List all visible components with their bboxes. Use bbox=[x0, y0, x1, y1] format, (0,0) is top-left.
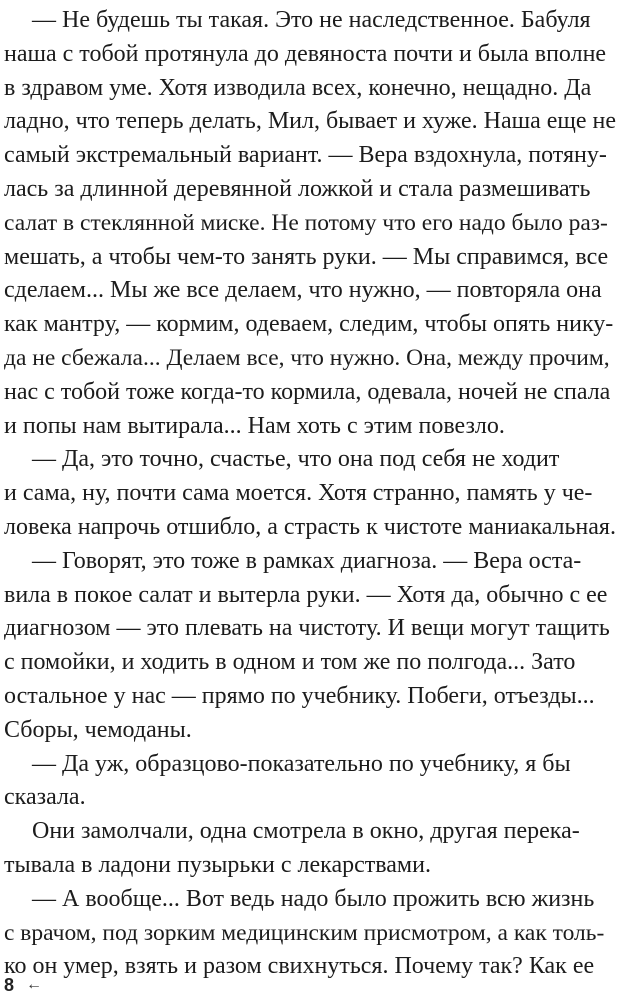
text-line: самый экстремальный вариант. — Вера вздохнула, потяну- bbox=[4, 142, 607, 169]
text-line: нас с тобой тоже когда-то кормила, одевала, ночей не спала bbox=[4, 378, 611, 405]
text-line: ладно, что теперь делать, Мил, бывает и хуже. Наша еще не bbox=[4, 108, 616, 135]
page-number: 8 bbox=[4, 974, 15, 995]
text-line: и сама, ну, почти сама моется. Хотя странно, память у че- bbox=[4, 480, 593, 507]
text-line: мешать, а чтобы чем-то занять руки. — Мы справимся, все bbox=[4, 243, 609, 270]
text-line: наша с тобой протянула до девяноста почти и была вполне bbox=[4, 40, 607, 67]
text-line: тывала в ладони пузырьки с лекарствами. bbox=[4, 851, 431, 878]
text-line: с врачом, под зорким медицинским присмотром, а как толь- bbox=[4, 919, 605, 946]
text-line: сказала. bbox=[4, 784, 86, 811]
text-line: салат в стеклянной миске. Не потому что его надо было раз- bbox=[4, 209, 608, 236]
text-line: ловека напрочь отшибло, а страсть к чистоте маниакальная. bbox=[4, 513, 616, 540]
text-line: — Не будешь ты такая. Это не наследственное. Бабуля bbox=[32, 7, 591, 33]
text-line: диагнозом — это плевать на чистоту. И вещи могут тащить bbox=[4, 615, 610, 642]
text-line: — Говорят, это тоже в рамках диагноза. — Вера оста- bbox=[32, 547, 582, 574]
text-line: ко он умер, взять и разом свихнуться. Почему так? Как ее bbox=[4, 953, 595, 980]
text-line: — Да, это точно, счастье, что она под себя не ходит bbox=[32, 446, 560, 473]
text-line: вила в покое салат и вытерла руки. — Хотя да, обычно с ее bbox=[4, 581, 608, 608]
text-line: сделаем... Мы же все делаем, что нужно, — повторяла она bbox=[4, 277, 602, 304]
back-arrow-icon[interactable]: ← bbox=[26, 976, 43, 993]
text-line: с помойки, и ходить в одном и том же по полгода... Зато bbox=[4, 649, 576, 676]
text-line: остальное у нас — прямо по учебнику. Побеги, отъезды... bbox=[4, 682, 595, 709]
text-line: — А вообще... Вот ведь надо было прожить всю жизнь bbox=[32, 885, 595, 912]
page-body-text bbox=[4, 4, 616, 984]
text-line: в здравом уме. Хотя изводила всех, конечно, нещадно. Да bbox=[4, 74, 592, 101]
text-line: как мантру, — кормим, одеваем, следим, чтобы опять нику- bbox=[4, 311, 614, 338]
page-footer bbox=[4, 972, 42, 998]
text-line: лась за длинной деревянной ложкой и стала размешивать bbox=[4, 175, 591, 202]
text-line: Сборы, чемоданы. bbox=[4, 716, 192, 743]
text-line: Они замолчали, одна смотрела в окно, другая перека- bbox=[32, 818, 580, 845]
text-line: и попы нам вытирала... Нам хоть с этим повезло. bbox=[4, 412, 505, 439]
text-line: — Да уж, образцово-показательно по учебнику, я бы bbox=[32, 750, 571, 777]
text-line: да не сбежала... Делаем все, что нужно. Она, между прочим, bbox=[4, 344, 610, 371]
